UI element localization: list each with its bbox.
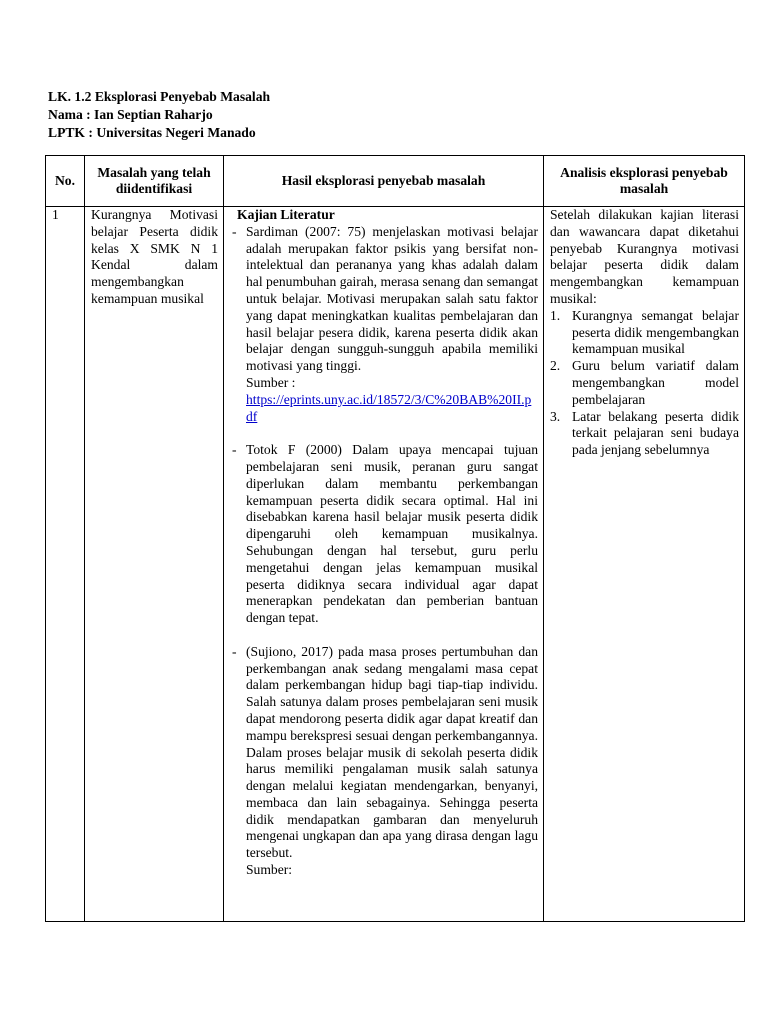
kajian-literatur-heading: Kajian Literatur: [237, 207, 335, 222]
table-row: [46, 207, 745, 922]
literature-text: (Sujiono, 2017) pada masa proses pertumbuhan dan perkembangan anak sedang mengalami masa cepat dalam perkembangan hidup bagi tiap-tiap individu. Salah satunya dalam proses pembelajaran seni musik dapat mendorong peserta didik agar dapat kreatif dan mampu berekspresi sesuai dengan perkembangannya. Dalam proses belajar musik di sekolah peserta didik harus memiliki pengalaman musik salah satunya dengan melalui kegiatan mendengarkan, benyanyi, membaca dan lain sebagainya. Sehingga peserta didik mendapatkan gambaran dan menyeluruh mengenai ungkapan dan apa yang dirasa dengan lagu tersebut.: [246, 643, 538, 861]
author-name: Nama : Ian Septian Raharjo: [48, 107, 213, 122]
analysis-intro: Setelah dilakukan kajian literasi dan wawancara dapat diketahui penyebab Kurangnya motivasi belajar peserta didik dalam mengembangkan kemampuan musikal:: [550, 207, 739, 306]
literature-text: Sardiman (2007: 75) menjelaskan motivasi belajar adalah merupakan faktor psikis yang bersifat non-intelektual dan perananya yang khas adalah dalam hal penumbuhan gairah, merasa senang dan semangat untuk belajar. Motivasi merupakan salah satu faktor yang dapat meningkatkan kualitas pembelajaran dan hasil belajar pesera didik, karena peserta didik akan belajar dengan sungguh-sungguh apabila memiliki motivasi yang tinggi.: [246, 223, 538, 374]
document-header: [48, 88, 270, 142]
bullet-dash: -: [232, 442, 237, 458]
bullet-dash: -: [232, 643, 237, 659]
exploration-results-cell: [224, 207, 544, 922]
bullet-dash: -: [232, 223, 237, 239]
col-header-masalah: Masalah yang telah diidentifikasi: [85, 156, 224, 207]
literature-text: Totok F (2000) Dalam upaya mencapai tujuan pembelajaran seni musik, peranan guru sangat diperlukan dalam membantu perkembangan kemampuan peserta didik secara optimal. Hal ini disebabkan karena hasil belajar musik peserta didik dipengaruhi oleh kemampuan musikalnya. Sehubungan dengan hal tersebut, guru perlu mengetahui dengan jelas kemampuan musikal peserta didiknya secara individual agar dapat menerapkan pendekatan dan pemberian bantuan dengan tepat.: [246, 442, 538, 626]
source-link[interactable]: https://eprints.uny.ac.id/18572/3/C%20BAB%20II.pdf: [246, 391, 532, 424]
source-label: Sumber:: [246, 862, 293, 878]
source-label: Sumber :: [246, 374, 296, 390]
list-item: 3. Latar belakang peserta didik terkait pelajaran seni budaya pada jenjang sebelumnya: [550, 408, 739, 458]
problem-cell: Kurangnya Motivasi belajar Peserta didik kelas X SMK N 1 Kendal dalam mengembangkan kemampuan musikal: [85, 207, 224, 922]
list-item: 2. Guru belum variatif dalam mengembangkan model pembelajaran: [550, 358, 739, 407]
col-header-no: No.: [46, 156, 85, 207]
exploration-table: [45, 155, 745, 922]
literature-item: [230, 644, 538, 879]
literature-item: [230, 224, 538, 426]
list-item: 1. Kurangnya semangat belajar peserta didik mengembangkan kemampuan musikal: [550, 307, 739, 357]
col-header-hasil: Hasil eksplorasi penyebab masalah: [224, 156, 544, 207]
row-number: 1: [46, 207, 85, 922]
cause-list: [550, 308, 739, 459]
table-header-row: [46, 156, 745, 207]
analysis-cell: [544, 207, 745, 922]
literature-item: [230, 442, 538, 627]
institution-name: LPTK : Universitas Negeri Manado: [48, 125, 256, 140]
col-header-analisis: Analisis eksplorasi penyebab masalah: [544, 156, 745, 207]
worksheet-title: LK. 1.2 Eksplorasi Penyebab Masalah: [48, 89, 271, 104]
